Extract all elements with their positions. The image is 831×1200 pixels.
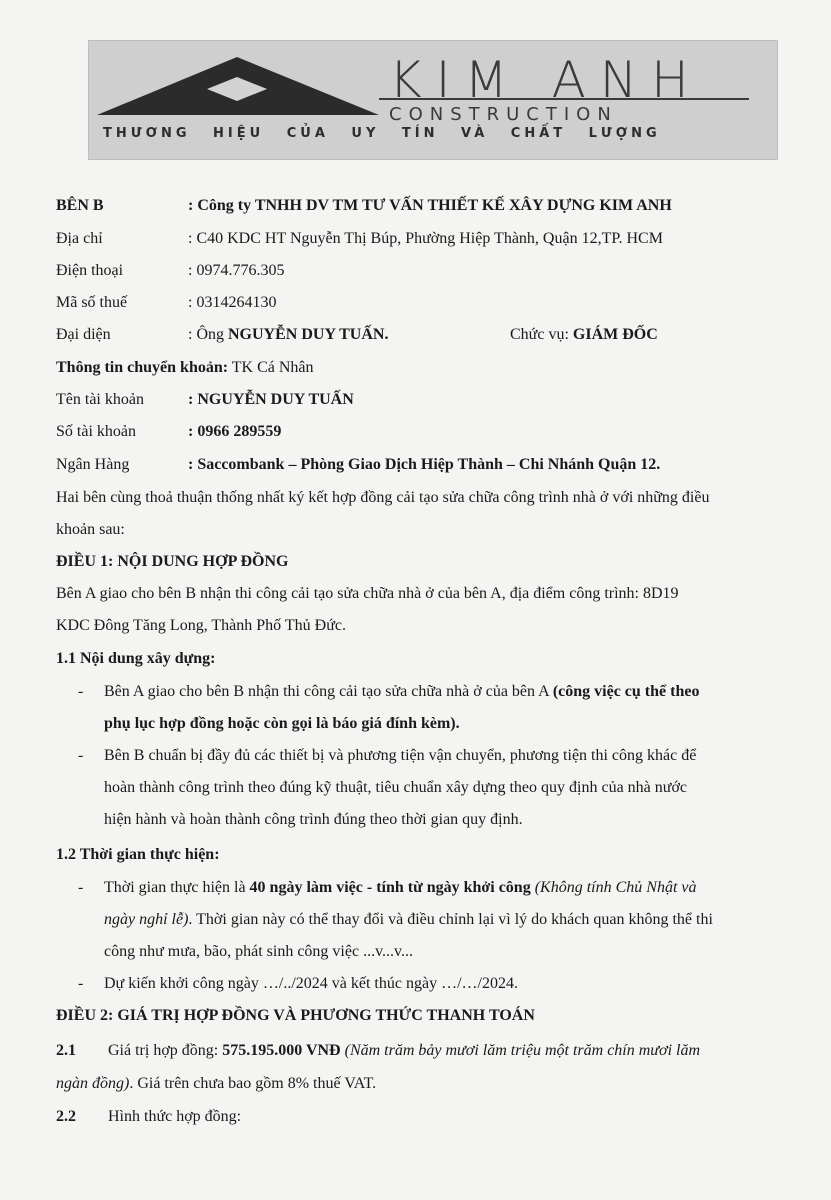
- section-2-1-line-2: [56, 1074, 376, 1094]
- bullet-dash: -: [78, 683, 84, 700]
- address-label: Địa chỉ: [56, 230, 103, 247]
- account-number-label: Số tài khoản: [56, 423, 136, 440]
- section-2-1-plain-2: . Giá trên chưa bao gồm 8% thuế VAT.: [129, 1075, 377, 1092]
- bank-label: Ngân Hàng: [56, 456, 130, 473]
- section-1-2-title: 1.2 Thời gian thực hiện:: [56, 846, 220, 863]
- position-label: Chức vụ:: [510, 326, 573, 343]
- section-2-2-text: Hình thức hợp đồng:: [108, 1108, 242, 1125]
- account-name-value: : NGUYỄN DUY TUẤN: [188, 391, 354, 408]
- brand-slogan: THƯƠNG HIỆU CỦA UY TÍN VÀ CHẤT LƯỢNG: [103, 126, 661, 141]
- account-name-label: Tên tài khoản: [56, 391, 144, 408]
- phone-label: Điện thoại: [56, 262, 124, 279]
- position-row: [510, 325, 658, 345]
- article-1-para-line-1: Bên A giao cho bên B nhận thi công cải tạo sửa chữa nhà ở của bên A, địa điểm công trình: 8D19: [56, 585, 679, 602]
- rep-prefix: : Ông: [188, 326, 228, 343]
- article-2-title: ĐIỀU 2: GIÁ TRỊ HỢP ĐỒNG VÀ PHƯƠNG THỨC THANH TOÁN: [56, 1007, 535, 1024]
- article-1-para-line-2: KDC Đông Tăng Long, Thành Phố Thủ Đức.: [56, 617, 346, 634]
- bullet-2-line-3: hiện hành và hoàn thành công trình đúng theo thời gian quy định.: [104, 811, 523, 828]
- bank-row: [56, 455, 660, 475]
- article-1-title: ĐIỀU 1: NỘI DUNG HỢP ĐỒNG: [56, 553, 289, 570]
- bullet-1-line-2: phụ lục hợp đồng hoặc còn gọi là báo giá đính kèm).: [104, 715, 460, 732]
- bullet-3-line-3: công như mưa, bão, phát sinh công việc ...v...v...: [104, 943, 413, 960]
- bullet-dash: -: [78, 879, 84, 896]
- bank-info-row: [56, 358, 314, 378]
- section-1-1-title: 1.1 Nội dung xây dựng:: [56, 650, 216, 667]
- bullet-1-bold: (công việc cụ thể theo: [552, 683, 700, 700]
- bullet-dash: -: [78, 975, 84, 992]
- contract-value: 575.195.000 VNĐ: [222, 1042, 341, 1059]
- intro-line-1: Hai bên cùng thoả thuận thống nhất ký kết hợp đồng cải tạo sửa chữa công trình nhà ở với những điều: [56, 489, 710, 506]
- tax-value: : 0314264130: [188, 294, 277, 311]
- section-2-1-line-1: [108, 1041, 700, 1061]
- bullet-3-plain-2: . Thời gian này có thể thay đổi và điều chỉnh lại vì lý do khách quan không thể thi: [188, 911, 713, 928]
- brand-subtitle: CONSTRUCTION: [389, 104, 618, 125]
- bullet-3-line-2: [104, 910, 713, 930]
- account-name-row: [56, 390, 354, 410]
- party-b-value: : Công ty TNHH DV TM TƯ VẤN THIẾT KẾ XÂY DỰNG KIM ANH: [188, 197, 672, 214]
- bullet-3-plain: Thời gian thực hiện là: [104, 879, 250, 896]
- bullet-3-bold: 40 ngày làm việc - tính từ ngày khởi công: [249, 879, 531, 896]
- representative-row: [56, 325, 388, 345]
- bullet-1-line-1: [104, 682, 699, 702]
- rep-name: NGUYỄN DUY TUẤN.: [228, 326, 389, 343]
- bullet-3-italic-2: ngày nghỉ lễ): [104, 911, 189, 928]
- bank-value: : Saccombank – Phòng Giao Dịch Hiệp Thành – Chi Nhánh Quận 12.: [188, 456, 661, 473]
- brand-name: KIM ANH: [389, 51, 703, 109]
- phone-value: : 0974.776.305: [188, 262, 285, 279]
- tax-row: [56, 293, 276, 313]
- bullet-dash: -: [78, 747, 84, 764]
- bank-info-value: TK Cá Nhân: [228, 359, 314, 376]
- party-b-row: [56, 196, 672, 216]
- section-2-1-italic: (Năm trăm bảy mươi lăm triệu một trăm chín mươi lăm: [340, 1042, 701, 1059]
- rep-label: Đại diện: [56, 326, 111, 343]
- section-2-1-plain: Giá trị hợp đồng:: [108, 1042, 223, 1059]
- bullet-1-plain: Bên A giao cho bên B nhận thi công cải tạo sửa chữa nhà ở của bên A: [104, 683, 553, 700]
- section-2-1-number: 2.1: [56, 1042, 76, 1059]
- phone-row: [56, 261, 284, 281]
- bullet-2-line-1: Bên B chuẩn bị đầy đủ các thiết bị và phương tiện vận chuyển, phương tiện thi công khác để: [104, 747, 697, 764]
- section-2-2-number: 2.2: [56, 1108, 76, 1125]
- bullet-3-italic: (Không tính Chủ Nhật và: [530, 879, 697, 896]
- bank-info-label: Thông tin chuyển khoản:: [56, 359, 229, 376]
- address-value: : C40 KDC HT Nguyễn Thị Búp, Phường Hiệp Thành, Quận 12,TP. HCM: [188, 230, 663, 247]
- position-value: GIÁM ĐỐC: [572, 326, 658, 343]
- bullet-4-line-1: Dự kiến khởi công ngày …/../2024 và kết thúc ngày …/…/2024.: [104, 975, 518, 992]
- company-logo-banner: [88, 40, 778, 160]
- address-row: [56, 229, 663, 249]
- bullet-2-line-2: hoàn thành công trình theo đúng kỹ thuật, tiêu chuẩn xây dựng theo quy định của nhà nước: [104, 779, 688, 796]
- intro-line-2: khoản sau:: [56, 521, 125, 538]
- section-2-1-italic-2: ngàn đồng): [56, 1075, 130, 1092]
- account-number-row: [56, 422, 281, 442]
- bullet-3-line-1: [104, 878, 696, 898]
- tax-label: Mã số thuế: [56, 294, 128, 311]
- account-number-value: : 0966 289559: [188, 423, 282, 440]
- party-b-label: BÊN B: [56, 197, 104, 214]
